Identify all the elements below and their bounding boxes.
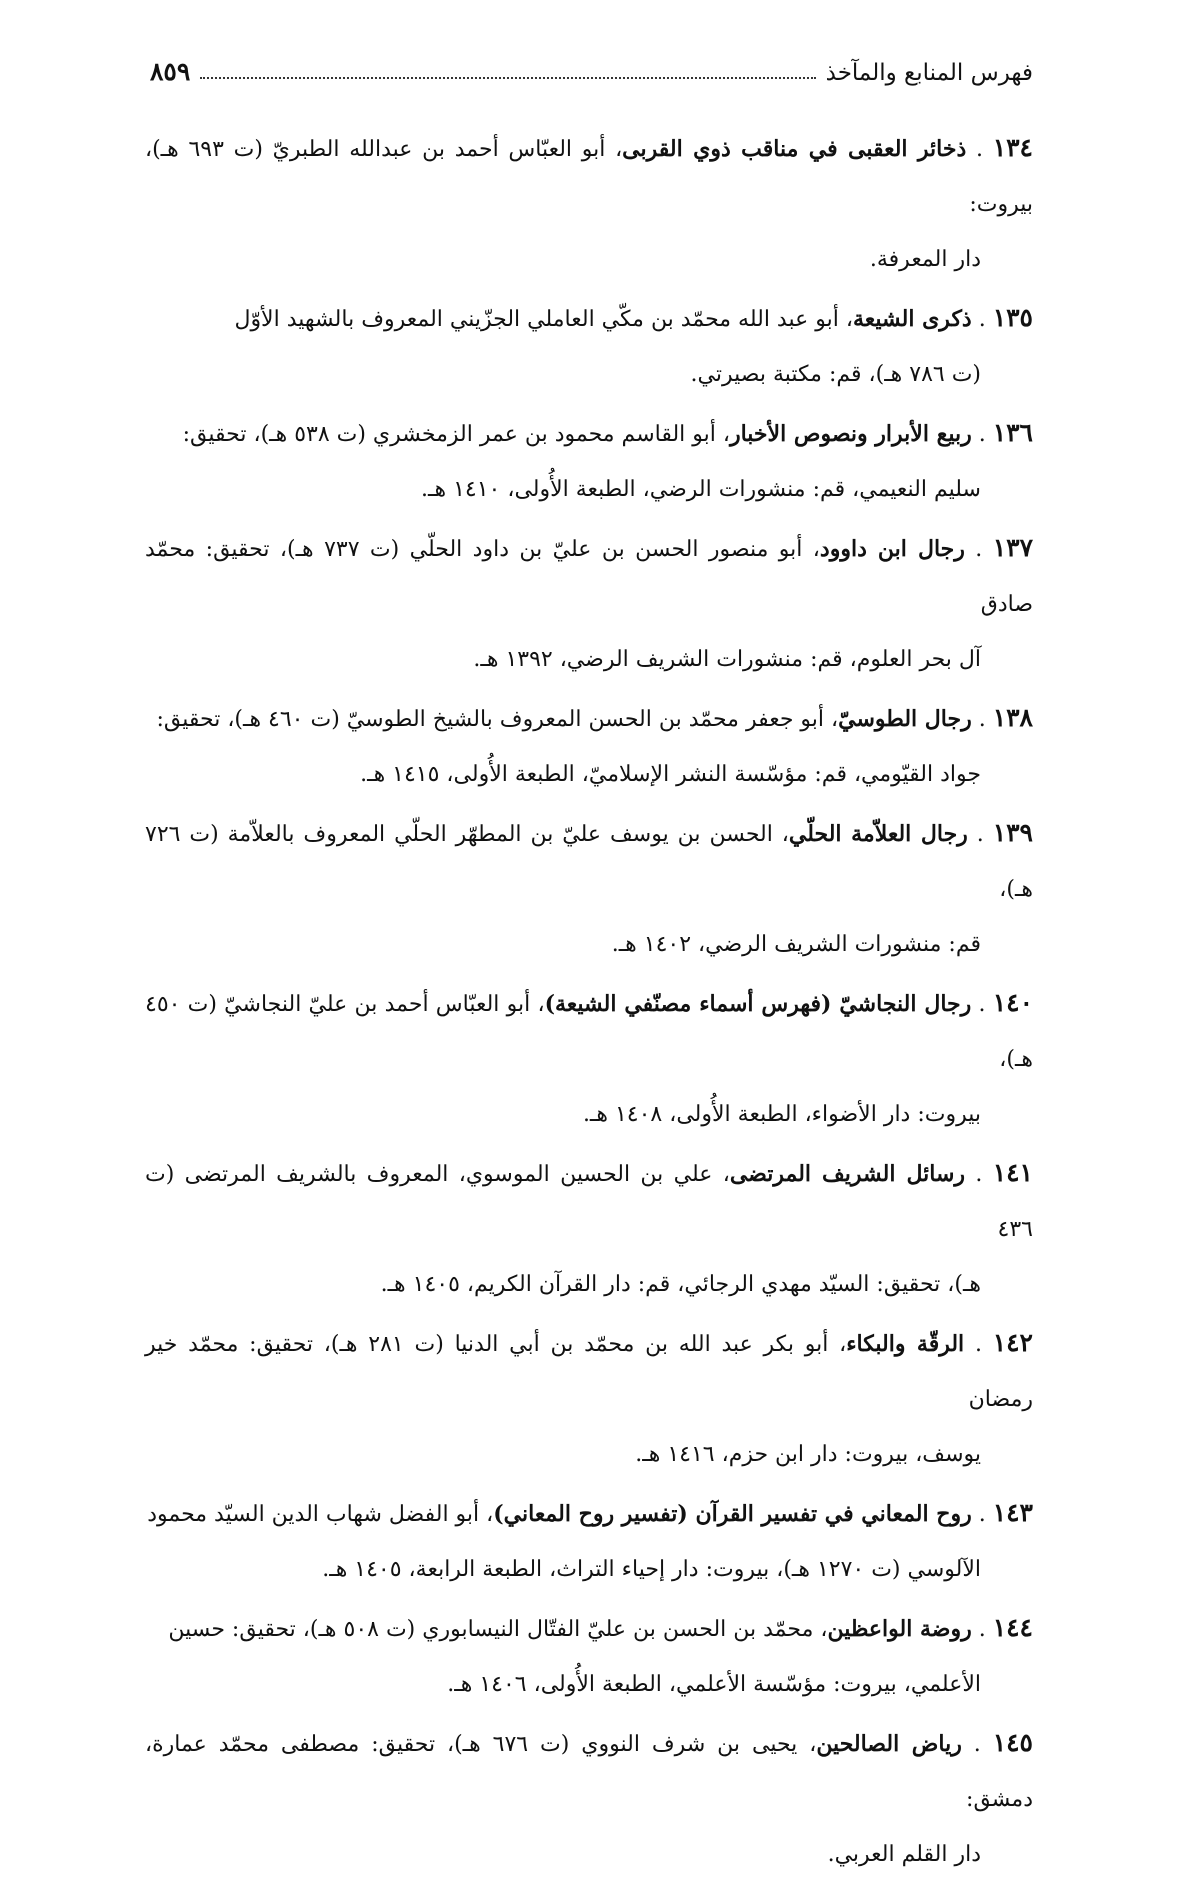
entry-line-1: ، أبو العبّاس أحمد بن عليّ النجاشيّ (ت ٤٥٠ هـ)،	[145, 992, 1033, 1072]
bibliography-entry: ١٣٨ . رجال الطوسيّ، أبو جعفر محمّد بن الحسن المعروف بالشيخ الطوسيّ (ت ٤٦٠ هـ)، تحقيق: جواد القيّومي، قم: مؤسّسة النشر الإسلاميّ، الطبعة الأُولى، ١٤١٥ هـ.	[145, 690, 1033, 802]
entry-line-1: ، أبو العبّاس أحمد بن عبدالله الطبريّ (ت ٦٩٣ هـ)، بيروت:	[145, 137, 1033, 217]
entry-line-2: بيروت: دار الأضواء، الطبعة الأُولى، ١٤٠٨ هـ.	[582, 1102, 981, 1127]
bibliography-entry: ١٣٤ . ذخائر العقبى في مناقب ذوي القربى، أبو العبّاس أحمد بن عبدالله الطبريّ (ت ٦٩٣ هـ)، بيروت: دار المعرفة.	[145, 120, 1033, 287]
entry-line-1: ، أبو عبد الله محمّد بن مكّي العاملي الجزّيني المعروف بالشهيد الأوّل	[234, 307, 853, 332]
running-head: فهرس المنابع والمآخذ	[825, 60, 1033, 86]
entry-number: ١٤١	[992, 1158, 1033, 1187]
page-number: ٨٥٩	[150, 57, 191, 86]
bibliography-entry: ١٤٤ . روضة الواعظين، محمّد بن الحسن بن عليّ الفتّال النيسابوري (ت ٥٠٨ هـ)، تحقيق: حسين الأعلمي، بيروت: مؤسّسة الأعلمي، الطبعة الأُولى، ١٤٠٦ هـ.	[145, 1600, 1033, 1712]
bibliography-entry: ١٣٩ . رجال العلاّمة الحلّي، الحسن بن يوسف عليّ بن المطهّر الحلّي المعروف بالعلاّمة (ت ٧٢٦ هـ)، قم: منشورات الشريف الرضي، ١٤٠٢ هـ.	[145, 805, 1033, 972]
entry-number: ١٣٥	[992, 303, 1033, 332]
entry-line-2: قم: منشورات الشريف الرضي، ١٤٠٢ هـ.	[611, 932, 981, 957]
bibliography-entry: ١٤٠ . رجال النجاشيّ (فهرس أسماء مصنّفي الشيعة)، أبو العبّاس أحمد بن عليّ النجاشيّ (ت ٤٥٠ هـ)، بيروت: دار الأضواء، الطبعة الأُولى، ١٤٠٨ هـ.	[145, 975, 1033, 1142]
bibliography-entry: ١٤٥ . رياض الصالحين، يحيى بن شرف النووي (ت ٦٧٦ هـ)، تحقيق: مصطفى محمّد عمارة، دمشق: دار القلم العربي.	[145, 1715, 1033, 1882]
entry-line-1: ، أبو القاسم محمود بن عمر الزمخشري (ت ٥٣٨ هـ)، تحقيق:	[182, 422, 730, 447]
entry-title: الرقّة والبكاء	[846, 1331, 965, 1357]
entry-title: رجال ابن داوود	[819, 536, 965, 562]
entry-number: ١٣٤	[992, 133, 1033, 162]
entry-line-2: يوسف، بيروت: دار ابن حزم، ١٤١٦ هـ.	[635, 1442, 981, 1467]
entry-line-2: دار المعرفة.	[869, 247, 981, 272]
dotted-leader	[200, 77, 815, 79]
entry-number: ١٣٨	[992, 703, 1033, 732]
entry-number: ١٤٤	[992, 1613, 1033, 1642]
entry-title: رياض الصالحين	[816, 1731, 962, 1757]
entry-line-1: ، الحسن بن يوسف عليّ بن المطهّر الحلّي المعروف بالعلاّمة (ت ٧٢٦ هـ)،	[145, 822, 1033, 902]
entry-line-2: الأعلمي، بيروت: مؤسّسة الأعلمي، الطبعة الأُولى، ١٤٠٦ هـ.	[447, 1672, 981, 1697]
entry-line-1: ، يحيى بن شرف النووي (ت ٦٧٦ هـ)، تحقيق: مصطفى محمّد عمارة، دمشق:	[145, 1732, 1033, 1812]
bibliography-entry: ١٣٥ . ذكرى الشيعة، أبو عبد الله محمّد بن مكّي العاملي الجزّيني المعروف بالشهيد الأوّل (ت ٧٨٦ هـ)، قم: مكتبة بصيرتي.	[145, 290, 1033, 402]
entry-line-1: ، أبو الفضل شهاب الدين السيّد محمود	[147, 1502, 494, 1527]
entry-number: ١٣٦	[992, 418, 1033, 447]
entry-title: ذكرى الشيعة	[852, 306, 972, 332]
entry-line-1: ، أبو منصور الحسن بن عليّ بن داود الحلّي (ت ٧٣٧ هـ)، تحقيق: محمّد صادق	[145, 537, 1033, 617]
entry-line-1: ، علي بن الحسين الموسوي، المعروف بالشريف المرتضى (ت ٤٣٦	[145, 1162, 1033, 1242]
entry-title: روضة الواعظين	[827, 1616, 972, 1642]
entry-line-2: آل بحر العلوم، قم: منشورات الشريف الرضي، ١٣٩٢ هـ.	[473, 647, 981, 672]
entry-line-2: هـ)، تحقيق: السيّد مهدي الرجائي، قم: دار القرآن الكريم، ١٤٠٥ هـ.	[380, 1272, 981, 1297]
page-header	[150, 46, 1033, 86]
entry-title: ذخائر العقبى في مناقب ذوي القربى	[622, 136, 967, 162]
entry-number: ١٤٥	[992, 1728, 1033, 1757]
bibliography-entry: ١٤٣ . روح المعاني في تفسير القرآن (تفسير روح المعاني)، أبو الفضل شهاب الدين السيّد محمود الآلوسي (ت ١٢٧٠ هـ)، بيروت: دار إحياء التراث، الطبعة الرابعة، ١٤٠٥ هـ.	[145, 1485, 1033, 1597]
entry-title: رجال العلاّمة الحلّي	[788, 821, 968, 847]
entry-line-2: سليم النعيمي، قم: منشورات الرضي، الطبعة الأُولى، ١٤١٠ هـ.	[421, 477, 981, 502]
bibliography-entry: ١٤١ . رسائل الشريف المرتضى، علي بن الحسين الموسوي، المعروف بالشريف المرتضى (ت ٤٣٦ هـ)، تحقيق: السيّد مهدي الرجائي، قم: دار القرآن الكريم، ١٤٠٥ هـ.	[145, 1145, 1033, 1312]
entry-number: ١٣٧	[992, 533, 1034, 562]
entry-title: روح المعاني في تفسير القرآن (تفسير روح المعاني)	[493, 1501, 972, 1527]
entry-number: ١٤٢	[992, 1328, 1033, 1357]
entry-number: ١٣٩	[992, 818, 1033, 847]
entry-number: ١٤٣	[992, 1498, 1033, 1527]
entry-line-2: (ت ٧٨٦ هـ)، قم: مكتبة بصيرتي.	[690, 362, 981, 387]
entry-line-1: ، محمّد بن الحسن بن عليّ الفتّال النيسابوري (ت ٥٠٨ هـ)، تحقيق: حسين	[168, 1617, 828, 1642]
entry-line-1: ، أبو بكر عبد الله بن محمّد بن أبي الدنيا (ت ٢٨١ هـ)، تحقيق: محمّد خير رمضان	[145, 1332, 1033, 1412]
bibliography-entry: ١٣٧ . رجال ابن داوود، أبو منصور الحسن بن عليّ بن داود الحلّي (ت ٧٣٧ هـ)، تحقيق: محمّد صادق آل بحر العلوم، قم: منشورات الشريف الرضي، ١٣٩٢ هـ.	[145, 520, 1033, 687]
entry-line-1: ، أبو جعفر محمّد بن الحسن المعروف بالشيخ الطوسيّ (ت ٤٦٠ هـ)، تحقيق:	[156, 707, 839, 732]
bibliography-entry: ١٤٢ . الرقّة والبكاء، أبو بكر عبد الله بن محمّد بن أبي الدنيا (ت ٢٨١ هـ)، تحقيق: محمّد خير رمضان يوسف، بيروت: دار ابن حزم، ١٤١٦ هـ.	[145, 1315, 1033, 1482]
entry-title: رجال النجاشيّ (فهرس أسماء مصنّفي الشيعة)	[544, 991, 972, 1017]
entry-line-2: دار القلم العربي.	[827, 1842, 981, 1867]
entry-title: رسائل الشريف المرتضى	[729, 1161, 966, 1187]
entry-line-2: جواد القيّومي، قم: مؤسّسة النشر الإسلاميّ، الطبعة الأُولى، ١٤١٥ هـ.	[360, 762, 981, 787]
entry-number: ١٤٠	[992, 988, 1034, 1017]
entry-title: ربيع الأبرار ونصوص الأخبار	[729, 421, 972, 447]
bibliography-list	[145, 120, 1033, 1885]
entry-line-2: الآلوسي (ت ١٢٧٠ هـ)، بيروت: دار إحياء التراث، الطبعة الرابعة، ١٤٠٥ هـ.	[322, 1557, 981, 1582]
bibliography-entry: ١٣٦ . ربيع الأبرار ونصوص الأخبار، أبو القاسم محمود بن عمر الزمخشري (ت ٥٣٨ هـ)، تحقيق: سليم النعيمي، قم: منشورات الرضي، الطبعة الأُولى، ١٤١٠ هـ.	[145, 405, 1033, 517]
entry-title: رجال الطوسيّ	[838, 706, 972, 732]
